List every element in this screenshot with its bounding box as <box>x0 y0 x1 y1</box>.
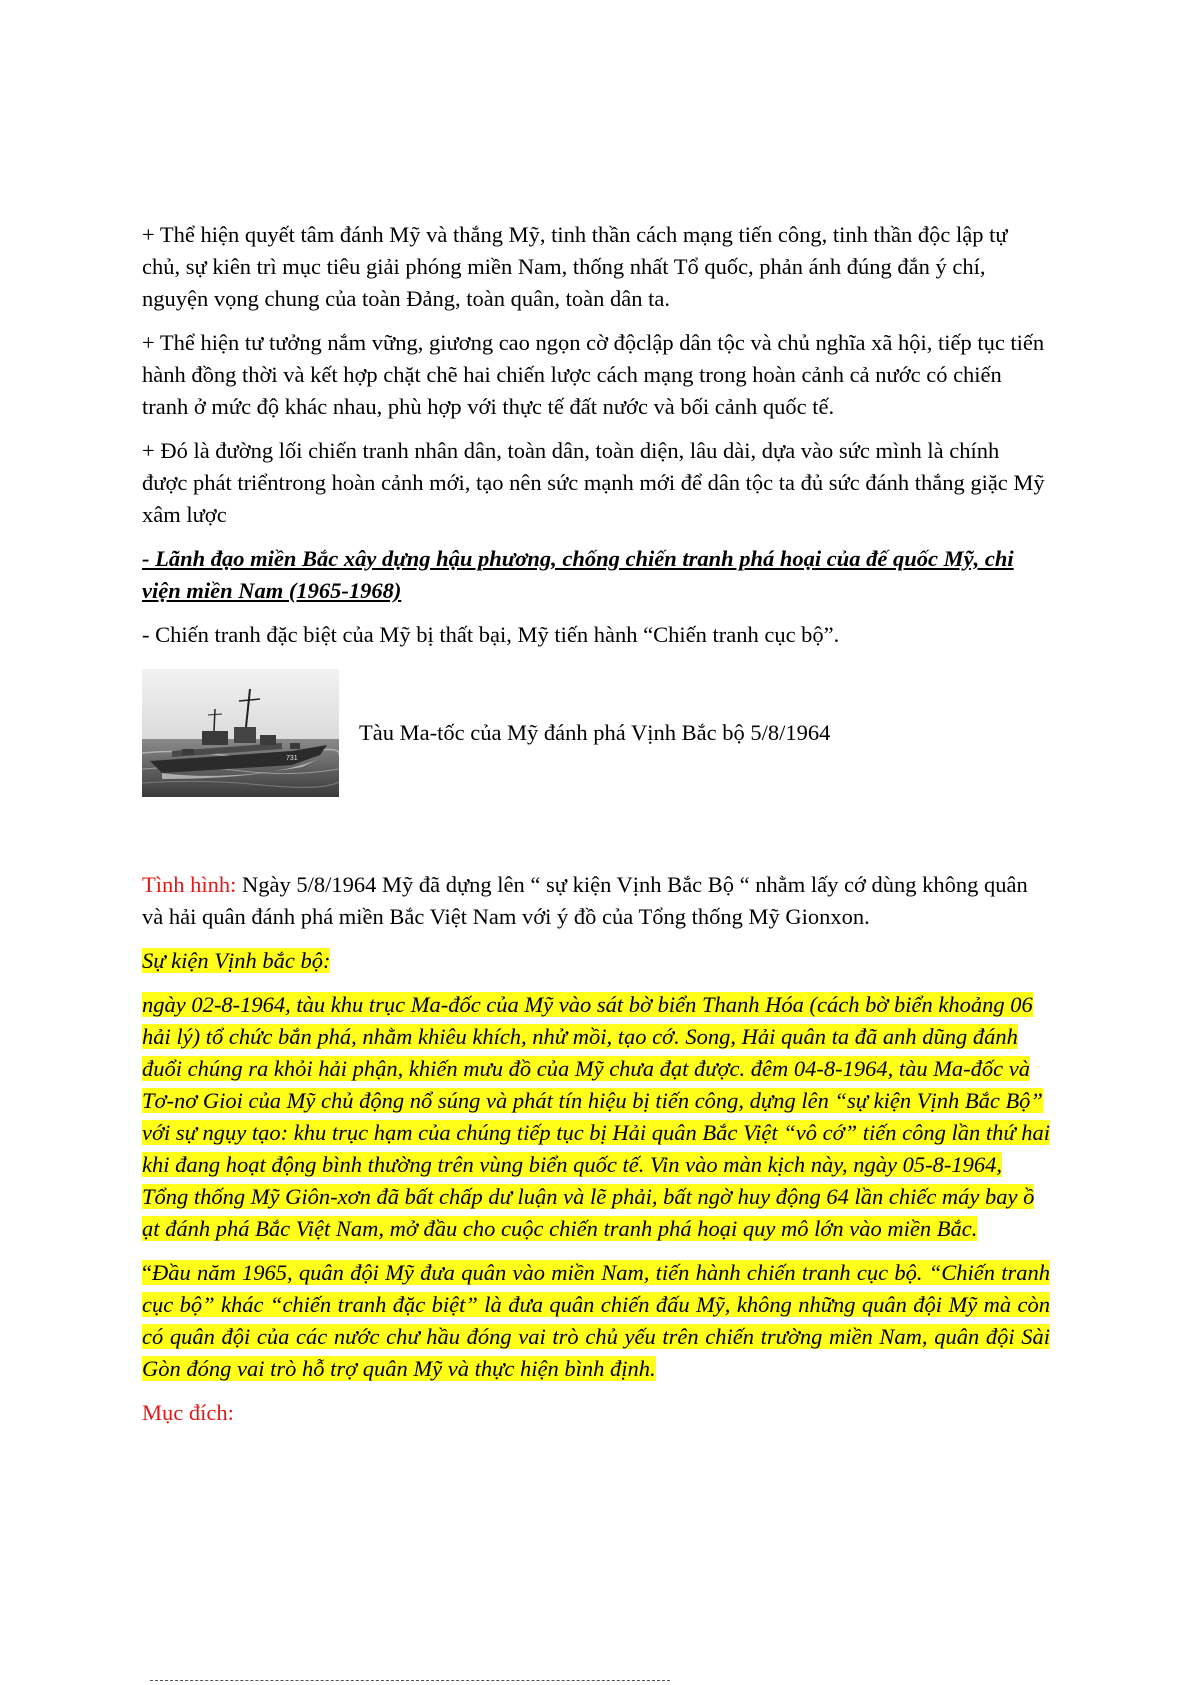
local-war-open-quote: “ <box>142 1260 152 1285</box>
event-title-paragraph <box>142 945 1050 977</box>
situation-paragraph <box>142 869 1050 933</box>
situation-label: Tình hình: <box>142 872 237 897</box>
local-war-paragraph <box>142 1257 1050 1385</box>
document-body <box>142 219 1050 1441</box>
event-body-paragraph <box>142 989 1050 1245</box>
paragraph-peoples-war: + Đó là đường lối chiến tranh nhân dân, toàn dân, toàn diện, lâu dài, dựa vào sức mình là chính được phát triểntrong hoàn cảnh mới, tạo nên sức mạnh mới để dân tộc ta đủ sức đánh thắng giặc Mỹ xâm lược <box>142 438 1045 527</box>
hull-number: 731 <box>286 755 298 762</box>
local-war-text: Đầu năm 1965, quân đội Mỹ đưa quân vào miền Nam, tiến hành chiến tranh cục bộ. “Chiến tranh cục bộ” khác “chiến tranh đặc biệt” là đưa quân chiến đấu Mỹ, không những quân đội Mỹ mà còn có quân đội của các nước chư hầu đóng vai trò chủ yếu trên chiến trường miền Nam, quân đội Sài Gòn đóng vai trò hỗ trợ quân Mỹ và thực hiện bình định. <box>142 1260 1050 1381</box>
paragraph-determination: + Thể hiện quyết tâm đánh Mỹ và thắng Mỹ, tinh thần cách mạng tiến công, tinh thần độc lập tự chủ, sự kiên trì mục tiêu giải phóng miền Nam, thống nhất Tổ quốc, phản ánh đúng đắn ý chí, nguyện vọng chung của toàn Đảng, toàn quân, toàn dân ta. <box>142 222 1008 311</box>
purpose-label: Mục đích: <box>142 1400 234 1425</box>
figure-caption: Tàu Ma-tốc của Mỹ đánh phá Vịnh Bắc bộ 5/8/1964 <box>359 720 831 745</box>
intro-line: - Chiến tranh đặc biệt của Mỹ bị thất bại, Mỹ tiến hành “Chiến tranh cục bộ”. <box>142 622 840 647</box>
paragraph-ideology: + Thể hiện tư tưởng nắm vững, giương cao ngọn cờ độclập dân tộc và chủ nghĩa xã hội, tiếp tục tiến hành đồng thời và kết hợp chặt chẽ hai chiến lược cách mạng trong hoàn cảnh cả nước có chiến tranh ở mức độ khác nhau, phù hợp với thực tế đất nước và bối cảnh quốc tế. <box>142 330 1045 419</box>
section-heading: - Lãnh đạo miền Bắc xây dựng hậu phương, chống chiến tranh phá hoại của đế quốc Mỹ, chi viện miền Nam (1965-1968) <box>142 546 1014 603</box>
figure <box>142 669 1050 797</box>
situation-text: Ngày 5/8/1964 Mỹ đã dựng lên “ sự kiện Vịnh Bắc Bộ “ nhằm lấy cớ dùng không quân và hải quân đánh phá miền Bắc Việt Nam với ý đồ của Tổng thống Mỹ Gionxon. <box>142 872 1028 929</box>
footer-divider <box>150 1680 670 1681</box>
purpose-paragraph <box>142 1397 1050 1429</box>
warship-photo <box>142 669 339 797</box>
event-body: ngày 02-8-1964, tàu khu trục Ma-đốc của Mỹ vào sát bờ biển Thanh Hóa (cách bờ biển khoảng 06 hải lý) tổ chức bắn phá, nhằm khiêu khích, nhử mồi, tạo cớ. Song, Hải quân ta đã anh dũng đánh đuổi chúng ra khỏi hải phận, khiến mưu đồ của Mỹ chưa đạt được. đêm 04-8-1964, tàu Ma-đốc và Tơ-nơ Gioi của Mỹ chủ động nổ súng và phát tín hiệu bị tiến công, dựng lên “sự kiện Vịnh Bắc Bộ” với sự ngụy tạo: khu trục hạm của chúng tiếp tục bị Hải quân Bắc Việt “vô cớ” tiến công lần thứ hai khi đang hoạt động bình thường trên vùng biển quốc tế. Vin vào màn kịch này, ngày 05-8-1964, Tổng thống Mỹ Giôn-xơn đã bất chấp dư luận và lẽ phải, bất ngờ huy động 64 lần chiếc máy bay ồ ạt đánh phá Bắc Việt Nam, mở đầu cho cuộc chiến tranh phá hoại quy mô lớn vào miền Bắc. <box>142 992 1050 1241</box>
event-title: Sự kiện Vịnh bắc bộ: <box>142 948 331 973</box>
